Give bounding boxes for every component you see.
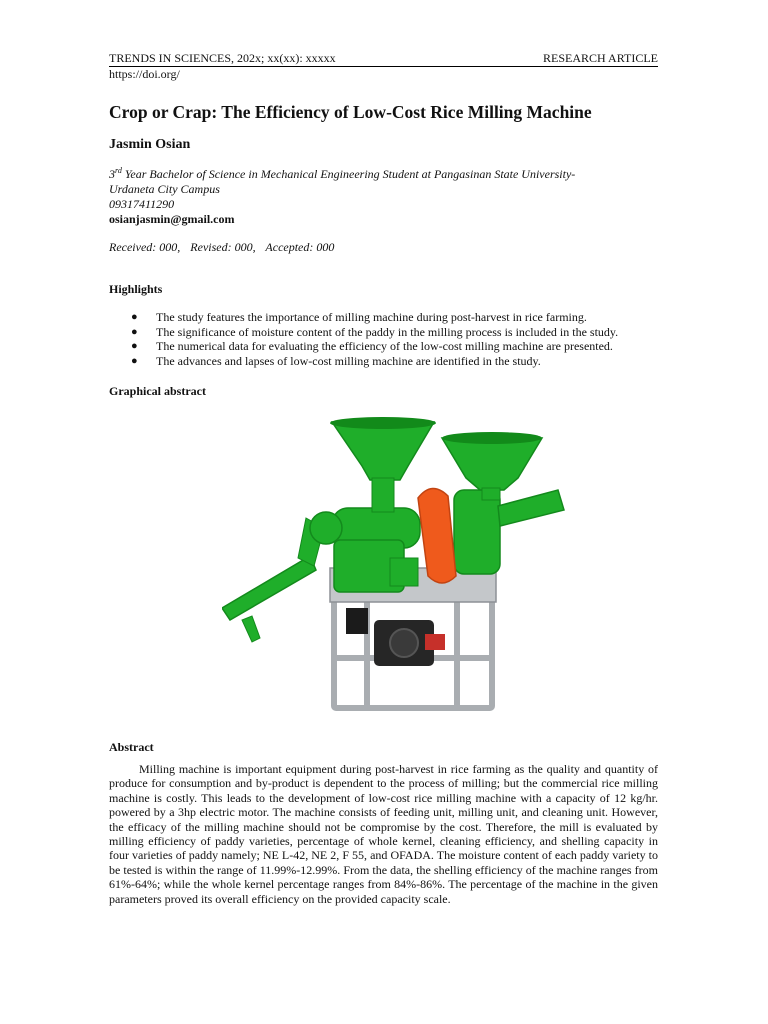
year-ordinal: rd: [115, 166, 122, 175]
discharge-box: [390, 558, 418, 586]
highlight-text: The numerical data for evaluating the efficiency of the low-cost milling machine are presented.: [156, 339, 613, 354]
bran-tray: [498, 490, 564, 526]
polisher-hopper: [442, 438, 542, 490]
highlight-text: The significance of moisture content of the paddy in the milling process is included in the study.: [156, 324, 619, 339]
list-item: [109, 354, 658, 369]
affiliation-line-1: [109, 167, 658, 182]
bullet-icon: ●: [131, 354, 138, 367]
received-date: Received: 000,: [109, 240, 181, 254]
bullet-icon: ●: [131, 340, 138, 353]
huller-hopper-rim: [330, 417, 436, 429]
author-name: Jasmin Osian: [109, 137, 191, 152]
highlights-heading: Highlights: [109, 282, 163, 296]
affiliation-text: Year Bachelor of Science in Mechanical Engineering Student at Pangasinan State University-: [121, 167, 576, 181]
doi-link[interactable]: https://doi.org/: [109, 67, 180, 81]
huller-hopper-neck: [372, 478, 394, 512]
list-item: [109, 325, 658, 340]
abstract-text: Milling machine is important equipment during post-harvest in rice farming as the quality and quantity of produce for consumption and by-product is dependent to the process of milling; but the commercial rice milling machine is costly. This leads to the development of low-cost rice milling machine with a capacity of 12 kg/hr. powered by a 3hp electric motor. The machine consists of feeding unit, milling unit, and cleaning unit. However, the efficacy of the milling machine should not be compromise by the cost. Therefore, the mill is evaluated by milling efficiency of paddy varieties, percentage of whole kernel, cleaning efficiency, and shelling capacity in four varieties of paddy namely; NE L-42, NE 2, F 55, and OFADA. The moisture content of each paddy variety to be tested is within the range of 11.99%-12.99%. From the data, the shelling efficiency of the machine ranges from 61%-64%; while the whole kernel percentage ranges from 84%-86%. The percentage of the machine in the given parameters proved its overall efficiency on the provided capacity scale.: [109, 762, 658, 906]
running-head: [109, 51, 658, 66]
graphical-abstract-heading: Graphical abstract: [109, 384, 206, 398]
author-email[interactable]: osianjasmin@gmail.com: [109, 212, 235, 226]
header-rule: [109, 66, 658, 67]
highlight-text: The study features the importance of milling machine during post-harvest in rice farming.: [156, 310, 587, 324]
article-type: RESEARCH ARTICLE: [543, 51, 658, 65]
bullet-icon: ●: [131, 325, 138, 338]
polisher-hopper-rim: [442, 432, 542, 444]
revised-date: Revised: 000,: [190, 240, 256, 254]
outlet-chute: [222, 556, 316, 620]
journal-citation: TRENDS IN SCIENCES, 202x; xx(xx): xxxxx: [109, 51, 336, 65]
polisher-hopper-neck: [482, 488, 500, 500]
highlights-list: [109, 310, 658, 368]
author-phone: 09317411290: [109, 197, 175, 211]
paper-title: Crop or Crap: The Efficiency of Low-Cost Rice Milling Machine: [109, 102, 592, 122]
huller-hopper: [332, 422, 434, 480]
year-number: 3: [109, 167, 115, 181]
list-item: [109, 310, 658, 325]
list-item: [109, 339, 658, 354]
polisher-housing: [454, 490, 500, 574]
abstract-heading: Abstract: [109, 740, 154, 754]
accepted-date: Accepted: 000: [265, 240, 335, 254]
affiliation-line-2: Urdaneta City Campus: [109, 182, 220, 196]
graphical-abstract-figure: [222, 408, 567, 720]
rice-milling-machine-image: [222, 408, 567, 720]
article-dates: [109, 240, 341, 255]
chute-leg: [242, 616, 260, 642]
huller-end-cap: [310, 512, 342, 544]
bullet-icon: ●: [131, 311, 138, 323]
author-affiliation: [109, 167, 658, 227]
highlight-text: The advances and lapses of low-cost milling machine are identified in the study.: [156, 353, 541, 368]
